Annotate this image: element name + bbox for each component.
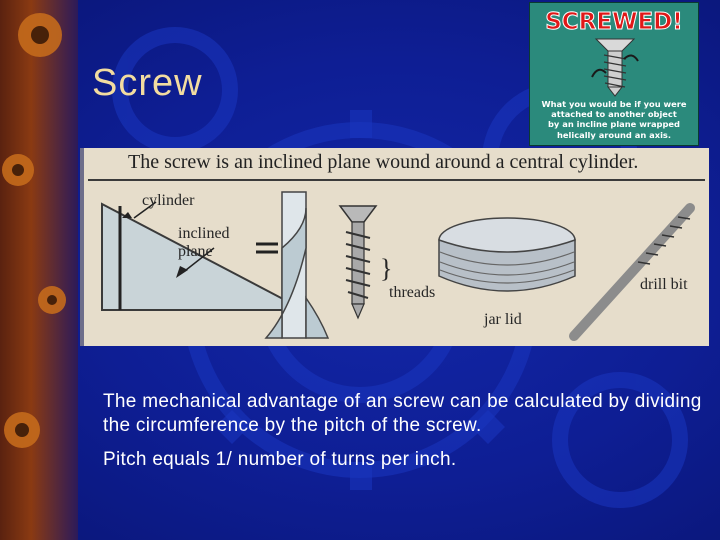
body-paragraph: Pitch equals 1/ number of turns per inch. [103,449,457,470]
screw-illustration [80,148,709,346]
label-threads: threads [389,284,436,301]
badge-caption-line: What you would be if you were [541,99,687,109]
badge-caption-line: attached to another object [551,109,677,120]
slide-title: Screw [92,62,203,104]
label-inclined: inclined [178,225,230,242]
wrapped-cylinder-icon [262,188,332,344]
label-cylinder: cylinder [142,192,195,209]
jar-lid-icon [436,214,578,306]
badge-caption-line: by an incline plane wrapped [547,119,680,130]
label-drill-bit: drill bit [640,276,688,293]
drill-bit-icon [568,202,698,342]
divider [88,179,705,181]
screw-icon [588,37,642,97]
badge-caption-line: helically around an axis. [556,129,672,140]
badge-caption [534,99,694,140]
illustration-heading: The screw is an inclined plane wound around a central cylinder. [128,151,639,173]
body-paragraph: The mechanical advantage of an screw can be calculated by dividing the circumference by the pitch of the screw. [103,391,702,436]
screwed-badge [529,2,699,146]
badge-title: SCREWED! [545,9,683,35]
label-threads-brace: } [380,254,393,283]
label-jar-lid: jar lid [484,311,522,328]
label-plane: plane [178,243,213,260]
screw-drawing-icon [338,202,378,320]
body-text [103,390,703,482]
